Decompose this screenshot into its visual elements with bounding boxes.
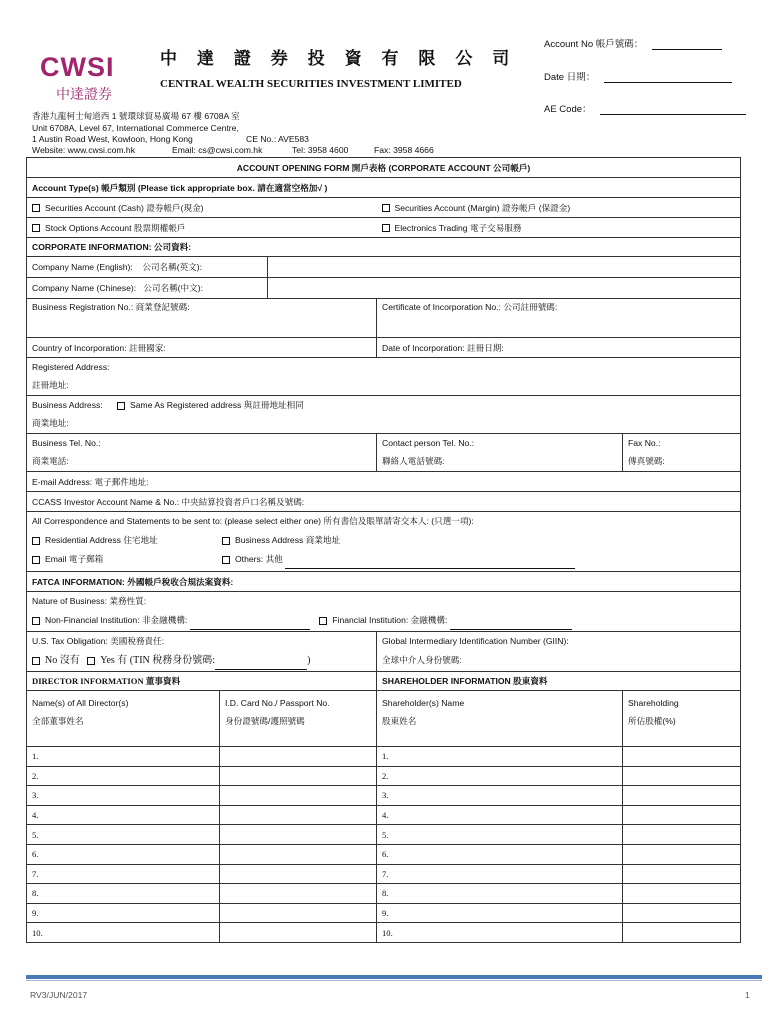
shareholder-row-number[interactable]: 4.: [377, 805, 623, 825]
shareholder-row-number[interactable]: 5.: [377, 825, 623, 845]
director-row-number[interactable]: 2.: [27, 766, 220, 786]
checkbox[interactable]: [32, 657, 40, 665]
date-incorporation-field[interactable]: Date of Incorporation: 註冊日期:: [377, 338, 741, 358]
account-type-header: Account Type(s) 帳戶類別 (Please tick appropriate box. 請在適當空格加√ ): [27, 178, 741, 198]
same-as-registered-checkbox[interactable]: [117, 402, 125, 410]
telephone: Tel: 3958 4600: [292, 145, 349, 155]
nature-of-business-field: Nature of Business: 業務性質: Non-Financial Institution: 非金融機構: Financial Institution: 金融機構:: [27, 592, 741, 632]
checkbox[interactable]: [319, 617, 327, 625]
ae-code-label: AE Code：: [544, 104, 592, 115]
tax-yes-option[interactable]: Yes 有 (TIN 稅務身份號碼: ): [87, 655, 310, 666]
fax-field[interactable]: Fax No.: 傳真號碼:: [623, 434, 741, 472]
checkbox[interactable]: [32, 204, 40, 212]
form-title: ACCOUNT OPENING FORM 開戶表格 (CORPORATE ACCOUNT 公司帳戶): [27, 158, 741, 178]
shareholder-row-number[interactable]: 2.: [377, 766, 623, 786]
director-row-number[interactable]: 7.: [27, 864, 220, 884]
shareholder-row-number[interactable]: 6.: [377, 844, 623, 864]
page-number: 1: [745, 990, 750, 1000]
director-row-number[interactable]: 1.: [27, 747, 220, 767]
checkbox[interactable]: [32, 537, 40, 545]
email: Email: cs@cwsi.com.hk: [172, 145, 263, 155]
financial-option[interactable]: Financial Institution: 金融機構:: [319, 615, 572, 625]
business-tel-field[interactable]: Business Tel. No.: 商業電話:: [27, 434, 377, 472]
business-address-field[interactable]: Business Address: Same As Registered address 與註冊地址相同 商業地址:: [27, 396, 741, 434]
footer-divider-thin: [26, 980, 762, 981]
checkbox[interactable]: [222, 556, 230, 564]
ce-number: CE No.: AVE583: [246, 134, 309, 144]
ci-number-field[interactable]: Certificate of Incorporation No.: 公司註冊號碼:: [377, 299, 741, 338]
checkbox[interactable]: [32, 224, 40, 232]
account-no-label: Account No 帳戶號碼：: [544, 39, 644, 50]
margin-account-option[interactable]: Securities Account (Margin) 證券帳戶 (保證金): [377, 198, 741, 218]
director-header: DIRECTOR INFORMATION 董事資料: [27, 672, 377, 691]
account-no-field[interactable]: [544, 36, 722, 50]
company-name-cn-input[interactable]: [268, 278, 741, 299]
cash-account-option[interactable]: Securities Account (Cash) 證券帳戶(現金): [27, 198, 377, 218]
company-name-en-label: Company Name (English): 公司名稱(英文):: [27, 257, 268, 278]
br-number-field[interactable]: Business Registration No.: 商業登記號碼:: [27, 299, 377, 338]
checkbox[interactable]: [222, 537, 230, 545]
shareholder-name-col-header: Shareholder(s) Name 股東姓名: [377, 691, 623, 747]
registered-address-field[interactable]: Registered Address: 註冊地址:: [27, 358, 741, 396]
director-row-number[interactable]: 5.: [27, 825, 220, 845]
shareholder-row-number[interactable]: 10.: [377, 923, 623, 943]
shareholder-row-number[interactable]: 1.: [377, 747, 623, 767]
date-label: Date 日期：: [544, 72, 596, 83]
table-row: [27, 923, 741, 943]
director-row-number[interactable]: 9.: [27, 903, 220, 923]
table-row: [27, 864, 741, 884]
correspondence-field: All Correspondence and Statements to be sent to: (please select either one) 所有書信及賬單請寄交本人: (只選一項): Residential Address 住宅地址 Business Address 商業地址 Email 電子郵箱 Others: 其他: [27, 512, 741, 572]
electronics-trading-option[interactable]: Electronics Trading 電子交易服務: [377, 218, 741, 238]
shareholder-row-number[interactable]: 7.: [377, 864, 623, 884]
others-option[interactable]: Others: 其他: [222, 554, 575, 564]
address-line-3: 1 Austin Road West, Kowloon, Hong Kong: [32, 134, 193, 144]
director-row-number[interactable]: 10.: [27, 923, 220, 943]
ccass-field[interactable]: CCASS Investor Account Name & No.: 中央結算投資者戶口名稱及號碼:: [27, 492, 741, 512]
email-option[interactable]: Email 電子郵箱: [32, 550, 222, 569]
company-name-cn-label: Company Name (Chinese): 公司名稱(中文):: [27, 278, 268, 299]
logo-word: CWSI: [40, 52, 115, 82]
date-field[interactable]: [544, 69, 732, 83]
fax: Fax: 3958 4666: [374, 145, 434, 155]
checkbox[interactable]: [382, 204, 390, 212]
checkbox[interactable]: [32, 556, 40, 564]
logo-cn: 中達證券: [56, 87, 112, 103]
table-row: [27, 884, 741, 904]
tax-no-option[interactable]: No 沒有: [32, 655, 80, 666]
company-title-cn: 中 達 證 券 投 資 有 限 公 司: [160, 49, 517, 69]
fatca-header: FATCA INFORMATION: 外國帳戶稅收合規法案資料:: [27, 572, 741, 592]
address-line-2: Unit 6708A, Level 67, International Commerce Centre,: [32, 123, 239, 133]
table-row: [27, 844, 741, 864]
table-row: [27, 766, 741, 786]
business-address-option[interactable]: Business Address 商業地址: [222, 535, 340, 545]
email-field[interactable]: E-mail Address: 電子郵件地址:: [27, 472, 741, 492]
account-opening-form: [26, 157, 741, 943]
options-account-option[interactable]: Stock Options Account 股票期權帳戶: [27, 218, 377, 238]
ae-code-field[interactable]: [544, 101, 746, 115]
company-logo: [40, 52, 135, 112]
us-tax-obligation-field: U.S. Tax Obligation: 美國稅務責任: No 沒有 Yes 有 (TIN 稅務身份號碼: ): [27, 632, 377, 672]
footer-divider: [26, 975, 762, 979]
checkbox[interactable]: [87, 657, 95, 665]
shareholder-row-number[interactable]: 3.: [377, 786, 623, 806]
contact-tel-field[interactable]: Contact person Tel. No.: 聯絡人電話號碼:: [377, 434, 623, 472]
shareholder-row-number[interactable]: 9.: [377, 903, 623, 923]
residential-option[interactable]: Residential Address 住宅地址: [32, 531, 222, 550]
director-row-number[interactable]: 8.: [27, 884, 220, 904]
director-name-col-header: Name(s) of All Director(s) 全部董事姓名: [27, 691, 220, 747]
table-row: [27, 903, 741, 923]
checkbox[interactable]: [32, 617, 40, 625]
table-row: [27, 786, 741, 806]
corporate-info-header: CORPORATE INFORMATION: 公司資料:: [27, 238, 741, 257]
shareholding-col-header: Shareholding 所佔股權(%): [623, 691, 741, 747]
director-row-number[interactable]: 4.: [27, 805, 220, 825]
director-row-number[interactable]: 3.: [27, 786, 220, 806]
non-financial-option[interactable]: Non-Financial Institution: 非金融機構:: [32, 615, 310, 625]
director-id-col-header: I.D. Card No./ Passport No. 身份證號碼/護照號碼: [220, 691, 377, 747]
form-version: RV3/JUN/2017: [30, 990, 88, 1000]
company-name-en-input[interactable]: [268, 257, 741, 278]
giin-field[interactable]: Global Intermediary Identification Number (GIIN): 全球中介人身份號碼:: [377, 632, 741, 672]
checkbox[interactable]: [382, 224, 390, 232]
company-title-en: CENTRAL WEALTH SECURITIES INVESTMENT LIMITED: [160, 78, 462, 90]
shareholder-row-number[interactable]: 8.: [377, 884, 623, 904]
country-incorporation-field[interactable]: Country of Incorporation: 註冊國家:: [27, 338, 377, 358]
address-line-1: 香港九龍柯士甸道西 1 號環球貿易廣場 67 樓 6708A 室: [32, 111, 240, 121]
director-row-number[interactable]: 6.: [27, 844, 220, 864]
website: Website: www.cwsi.com.hk: [32, 145, 135, 155]
shareholder-header: SHAREHOLDER INFORMATION 股東資料: [377, 672, 741, 691]
table-row: [27, 825, 741, 845]
table-row: [27, 805, 741, 825]
table-row: [27, 747, 741, 767]
